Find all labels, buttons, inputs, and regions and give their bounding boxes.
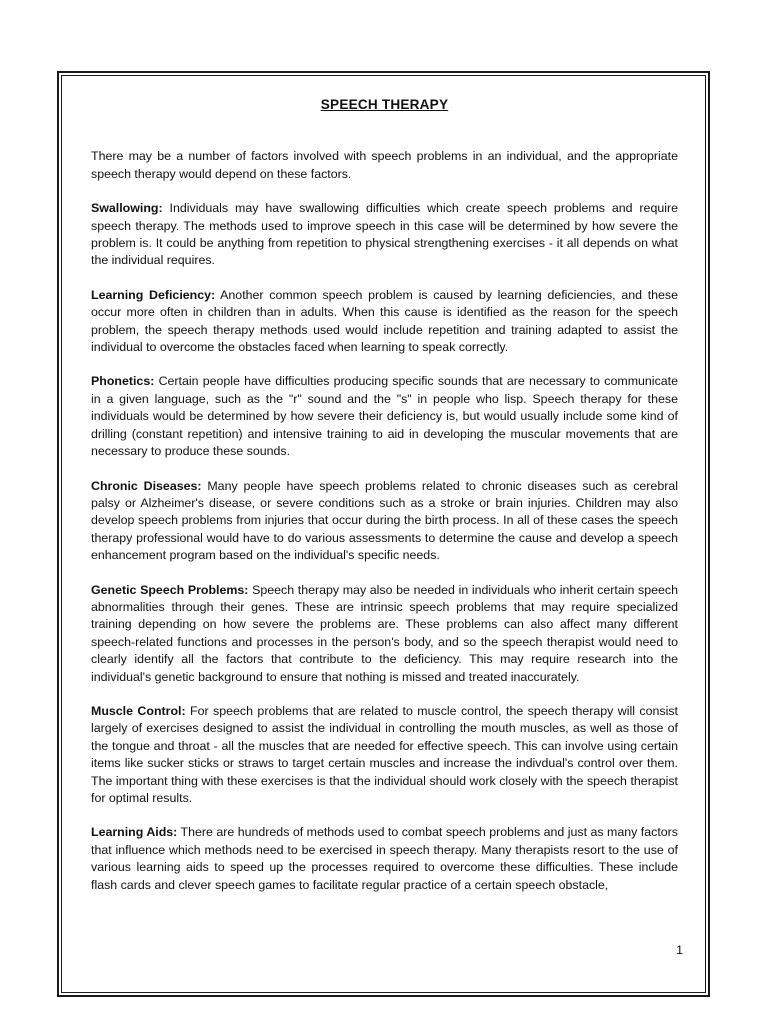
document-title: SPEECH THERAPY: [320, 97, 449, 112]
section-heading: Learning Aids:: [91, 825, 178, 840]
section-text: Certain people have difficulties producing specific sounds that are necessary to communicate in a given language, such as the "r" sound and the "s" in people who lisp. Speech therapy for these individuals would be determined by how severe their deficiency is, but would usually include some kind of drilling (constant repetition) and intensive training to aid in developing the muscular movements that are necessary to produce these sounds.: [91, 374, 678, 459]
section-heading: Learning Deficiency:: [91, 287, 216, 302]
page-number: 1: [676, 943, 683, 957]
section-text: There are hundreds of methods used to combat speech problems and just as many factors that influence which methods need to be exercised in speech therapy. Many therapists resort to the use of various learning aids to speed up the processes required to overcome these difficulties. These include flash cards and clever speech games to facilitate regular practice of a certain speech obstacle,: [91, 825, 678, 892]
section-text: Speech therapy may also be needed in individuals who inherit certain speech abnormalities through their genes. These are intrinsic speech problems that may require specialized training depending on how severe the problems are. These problems can also affect many different speech-related functions and processes in the person's body, and so the speech therapist would need to clearly identify all the factors that contribute to the deficiency. This may require research into the individual's genetic background to ensure that nothing is missed and treated inaccurately.: [91, 582, 678, 684]
section-text: Individuals may have swallowing difficulties which create speech problems and require speech therapy. The methods used to improve speech in this case will be determined by how severe the problem is. It could be anything from repetition to physical strengthening exercises - it all depends on what the individual requires.: [91, 201, 678, 268]
section-text: Many people have speech problems related to chronic diseases such as cerebral palsy or Alzheimer's disease, or severe conditions such as a stroke or brain injuries. Children may also develop speech problems from injuries that occur during the birth process. In all of these cases the speech therapy professional would have to do various assessments to determine the cause and develop a speech enhancement program based on the individual's specific needs.: [91, 478, 678, 563]
section-heading: Chronic Diseases:: [91, 478, 202, 493]
section-chronic-diseases: [91, 478, 678, 565]
intro-paragraph: There may be a number of factors involved with speech problems in an individual, and the appropriate speech therapy would depend on these factors.: [91, 149, 678, 181]
section-heading: Genetic Speech Problems:: [91, 582, 249, 597]
section-learning-deficiency: [91, 287, 678, 357]
section-text: Another common speech problem is caused by learning deficiencies, and these occur more often in children than in adults. When this cause is identified as the reason for the speech problem, the speech therapy methods used would include repetition and training adapted to assist the individual to overcome the obstacles faced when learning to speak correctly.: [91, 287, 679, 355]
section-muscle-control: [91, 703, 678, 807]
section-heading: Swallowing:: [91, 201, 163, 216]
section-phonetics: [91, 373, 678, 460]
section-genetic-speech-problems: [91, 582, 678, 686]
section-learning-aids: [91, 824, 678, 894]
section-text: For speech problems that are related to muscle control, the speech therapy will consist largely of exercises designed to assist the individual in controlling the mouth muscles, as well as those of the tongue and throat - all the muscles that are needed for effective speech. This can involve using certain items like sucker sticks or straws to target certain muscles and increase the indivdual's control over them. The important thing with these exercises is that the individual should work closely with the speech therapist for optimal results.: [91, 703, 678, 805]
section-heading: Phonetics:: [91, 374, 155, 389]
section-swallowing: [91, 200, 678, 270]
document-body: [91, 96, 678, 911]
section-heading: Muscle Control:: [91, 703, 186, 718]
